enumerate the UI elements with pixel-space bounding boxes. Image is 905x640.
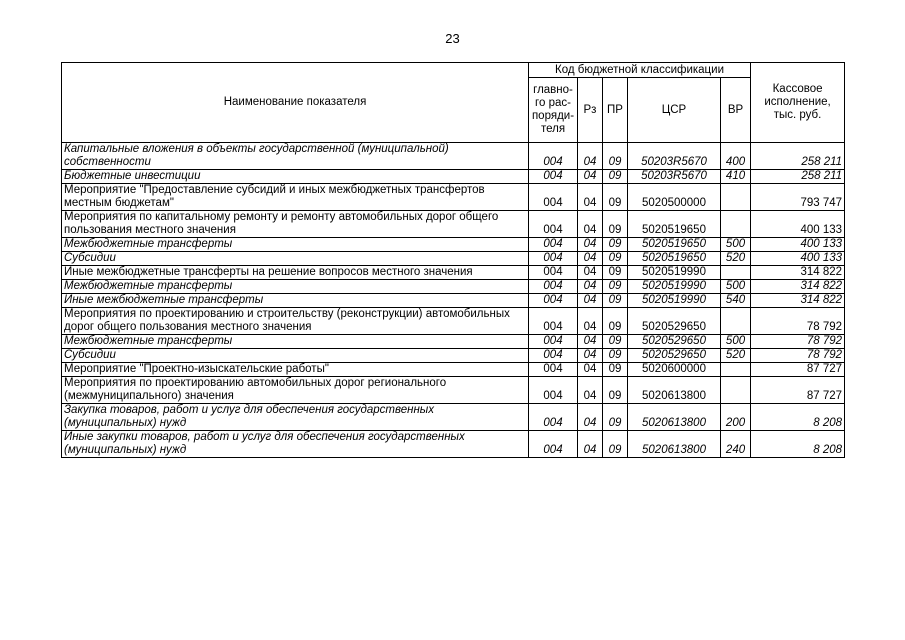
- row-main-manager: 004: [529, 184, 578, 211]
- row-pr: 09: [603, 266, 628, 280]
- row-rz: 04: [578, 431, 603, 458]
- row-name: Иные межбюджетные трансферты: [62, 294, 529, 308]
- table-row: [62, 363, 845, 377]
- table-row: [62, 280, 845, 294]
- row-vr: 500: [721, 238, 751, 252]
- row-name: Мероприятия по проектированию автомобильных дорог регионального (межмуниципального) значения: [62, 377, 529, 404]
- row-pr: 09: [603, 335, 628, 349]
- table-row: [62, 404, 845, 431]
- row-name: Субсидии: [62, 252, 529, 266]
- row-csr: 5020519650: [628, 211, 721, 238]
- budget-table: [61, 62, 845, 458]
- row-rz: 04: [578, 266, 603, 280]
- table-row: [62, 377, 845, 404]
- header-name: Наименование показателя: [62, 63, 529, 143]
- row-amount: 793 747: [751, 184, 845, 211]
- row-main-manager: 004: [529, 252, 578, 266]
- row-main-manager: 004: [529, 308, 578, 335]
- header-pr: ПР: [603, 78, 628, 143]
- row-rz: 04: [578, 335, 603, 349]
- row-main-manager: 004: [529, 377, 578, 404]
- row-vr: 200: [721, 404, 751, 431]
- row-vr: 500: [721, 280, 751, 294]
- row-vr: 540: [721, 294, 751, 308]
- row-pr: 09: [603, 184, 628, 211]
- row-rz: 04: [578, 363, 603, 377]
- row-vr: [721, 308, 751, 335]
- row-name: Иные межбюджетные трансферты на решение вопросов местного значения: [62, 266, 529, 280]
- row-amount: 78 792: [751, 308, 845, 335]
- row-csr: 5020519990: [628, 266, 721, 280]
- row-vr: [721, 184, 751, 211]
- row-pr: 09: [603, 363, 628, 377]
- row-pr: 09: [603, 308, 628, 335]
- row-csr: 5020529650: [628, 308, 721, 335]
- row-amount: 78 792: [751, 335, 845, 349]
- row-pr: 09: [603, 252, 628, 266]
- row-rz: 04: [578, 308, 603, 335]
- row-csr: 50203R5670: [628, 170, 721, 184]
- row-main-manager: 004: [529, 211, 578, 238]
- header-amount: Кассовое исполнение, тыс. руб.: [751, 63, 845, 143]
- row-pr: 09: [603, 238, 628, 252]
- table-row: [62, 294, 845, 308]
- row-name: Мероприятия по капитальному ремонту и ремонту автомобильных дорог общего пользования местного значения: [62, 211, 529, 238]
- row-main-manager: 004: [529, 170, 578, 184]
- row-pr: 09: [603, 143, 628, 170]
- row-csr: 5020519650: [628, 238, 721, 252]
- row-rz: 04: [578, 404, 603, 431]
- row-vr: 400: [721, 143, 751, 170]
- row-pr: 09: [603, 294, 628, 308]
- row-rz: 04: [578, 170, 603, 184]
- table-row: [62, 238, 845, 252]
- row-amount: 258 211: [751, 143, 845, 170]
- row-main-manager: 004: [529, 404, 578, 431]
- row-vr: 410: [721, 170, 751, 184]
- row-vr: 240: [721, 431, 751, 458]
- row-amount: 78 792: [751, 349, 845, 363]
- row-rz: 04: [578, 211, 603, 238]
- row-amount: 87 727: [751, 363, 845, 377]
- row-csr: 5020613800: [628, 404, 721, 431]
- row-csr: 5020529650: [628, 349, 721, 363]
- row-pr: 09: [603, 170, 628, 184]
- header-vr: ВР: [721, 78, 751, 143]
- row-main-manager: 004: [529, 266, 578, 280]
- row-pr: 09: [603, 211, 628, 238]
- row-name: Закупка товаров, работ и услуг для обеспечения государственных (муниципальных) нужд: [62, 404, 529, 431]
- row-name: Капитальные вложения в объекты государственной (муниципальной) собственности: [62, 143, 529, 170]
- row-csr: 5020529650: [628, 335, 721, 349]
- row-main-manager: 004: [529, 238, 578, 252]
- row-main-manager: 004: [529, 349, 578, 363]
- row-csr: 50203R5670: [628, 143, 721, 170]
- row-pr: 09: [603, 431, 628, 458]
- row-vr: [721, 363, 751, 377]
- row-vr: 520: [721, 252, 751, 266]
- row-main-manager: 004: [529, 363, 578, 377]
- row-amount: 400 133: [751, 252, 845, 266]
- row-csr: 5020600000: [628, 363, 721, 377]
- table-row: [62, 335, 845, 349]
- row-amount: 314 822: [751, 294, 845, 308]
- row-name: Иные закупки товаров, работ и услуг для обеспечения государственных (муниципальных) нужд: [62, 431, 529, 458]
- row-amount: 87 727: [751, 377, 845, 404]
- row-csr: 5020519990: [628, 294, 721, 308]
- table-row: [62, 211, 845, 238]
- table-row: [62, 266, 845, 280]
- row-rz: 04: [578, 238, 603, 252]
- row-rz: 04: [578, 294, 603, 308]
- header-main-manager: главно-го рас-поряди-теля: [529, 78, 578, 143]
- row-amount: 400 133: [751, 238, 845, 252]
- row-pr: 09: [603, 349, 628, 363]
- row-amount: 400 133: [751, 211, 845, 238]
- row-name: Мероприятие "Предоставление субсидий и иных межбюджетных трансфертов местным бюджетам": [62, 184, 529, 211]
- row-pr: 09: [603, 280, 628, 294]
- row-rz: 04: [578, 143, 603, 170]
- table-row: [62, 252, 845, 266]
- row-rz: 04: [578, 349, 603, 363]
- row-csr: 5020613800: [628, 377, 721, 404]
- row-main-manager: 004: [529, 280, 578, 294]
- row-csr: 5020519990: [628, 280, 721, 294]
- row-csr: 5020613800: [628, 431, 721, 458]
- row-name: Межбюджетные трансферты: [62, 238, 529, 252]
- row-vr: [721, 266, 751, 280]
- row-name: Мероприятия по проектированию и строительству (реконструкции) автомобильных дорог общего пользования местного значения: [62, 308, 529, 335]
- row-main-manager: 004: [529, 143, 578, 170]
- row-amount: 258 211: [751, 170, 845, 184]
- row-amount: 314 822: [751, 266, 845, 280]
- row-main-manager: 004: [529, 294, 578, 308]
- row-rz: 04: [578, 377, 603, 404]
- row-main-manager: 004: [529, 335, 578, 349]
- row-vr: 500: [721, 335, 751, 349]
- table-row: [62, 349, 845, 363]
- header-csr: ЦСР: [628, 78, 721, 143]
- row-amount: 8 208: [751, 431, 845, 458]
- table-row: [62, 143, 845, 170]
- table-row: [62, 308, 845, 335]
- row-name: Мероприятие "Проектно-изыскательские работы": [62, 363, 529, 377]
- table-row: [62, 431, 845, 458]
- row-name: Межбюджетные трансферты: [62, 280, 529, 294]
- table-row: [62, 170, 845, 184]
- row-main-manager: 004: [529, 431, 578, 458]
- row-pr: 09: [603, 404, 628, 431]
- table-body: [62, 143, 845, 458]
- row-rz: 04: [578, 280, 603, 294]
- table-row: [62, 184, 845, 211]
- row-name: Бюджетные инвестиции: [62, 170, 529, 184]
- row-name: Субсидии: [62, 349, 529, 363]
- row-vr: [721, 377, 751, 404]
- row-amount: 8 208: [751, 404, 845, 431]
- row-amount: 314 822: [751, 280, 845, 294]
- row-name: Межбюджетные трансферты: [62, 335, 529, 349]
- row-csr: 5020500000: [628, 184, 721, 211]
- page-number: 23: [445, 31, 460, 46]
- row-csr: 5020519650: [628, 252, 721, 266]
- row-pr: 09: [603, 377, 628, 404]
- row-vr: [721, 211, 751, 238]
- row-rz: 04: [578, 184, 603, 211]
- header-budget-code: Код бюджетной классификации: [529, 63, 751, 78]
- row-rz: 04: [578, 252, 603, 266]
- header-rz: Рз: [578, 78, 603, 143]
- row-vr: 520: [721, 349, 751, 363]
